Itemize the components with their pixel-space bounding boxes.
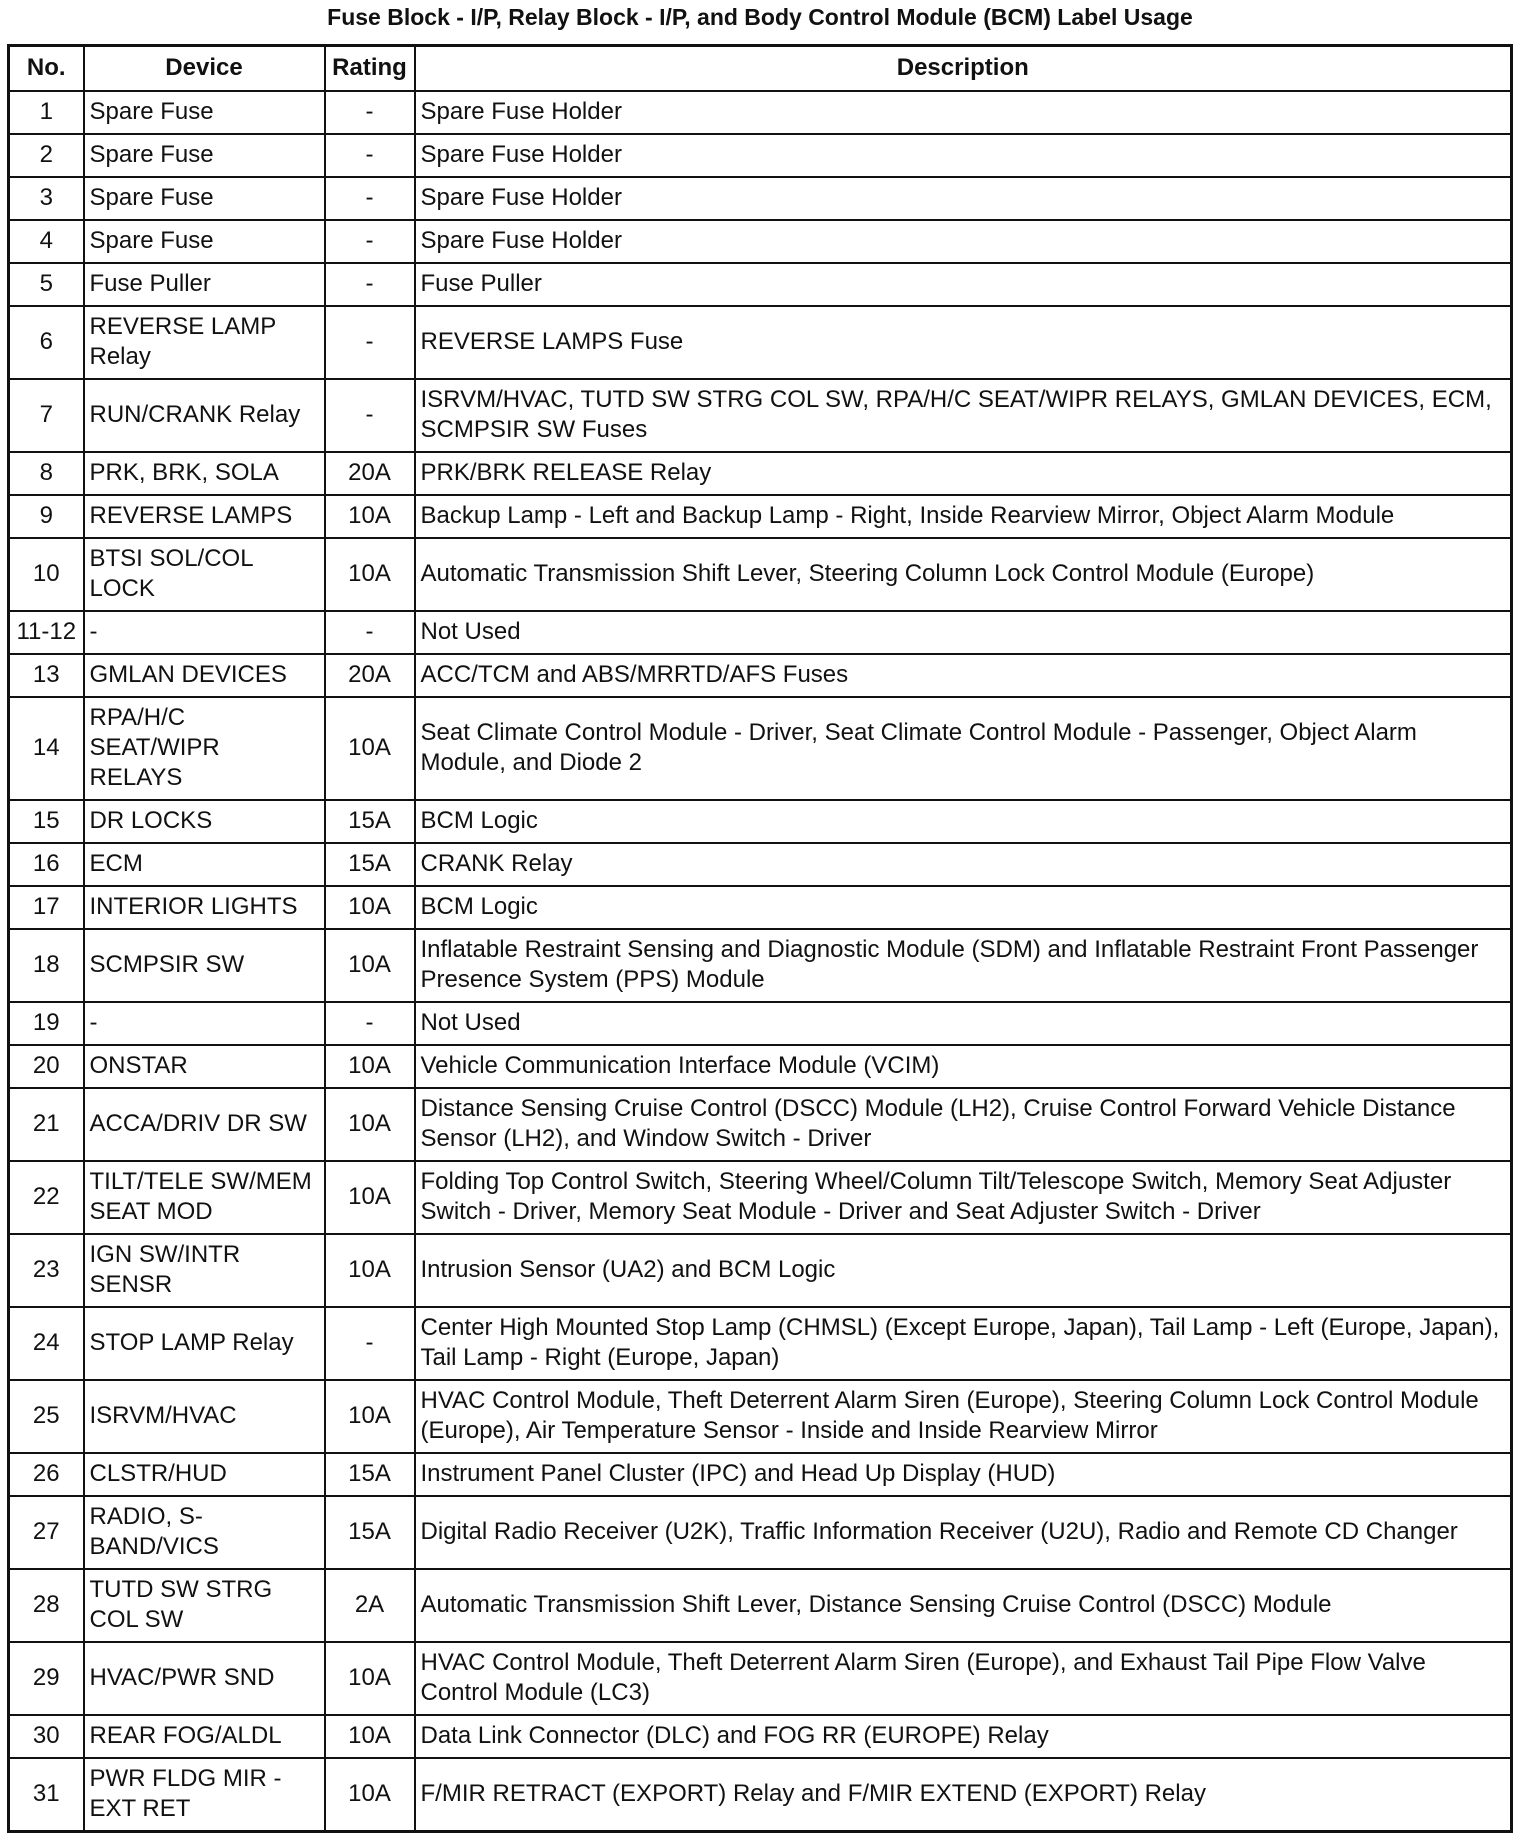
- cell-no: 7: [9, 379, 84, 452]
- cell-no: 1: [9, 91, 84, 134]
- cell-no: 23: [9, 1234, 84, 1307]
- cell-rating: 10A: [325, 495, 415, 538]
- cell-no: 10: [9, 538, 84, 611]
- cell-no: 14: [9, 697, 84, 800]
- table-row: [9, 91, 1512, 134]
- cell-rating: 10A: [325, 1088, 415, 1161]
- cell-rating: 10A: [325, 697, 415, 800]
- table-row: [9, 1088, 1512, 1161]
- cell-device: DR LOCKS: [84, 800, 325, 843]
- cell-device: -: [84, 1002, 325, 1045]
- table-row: [9, 843, 1512, 886]
- cell-device: ONSTAR: [84, 1045, 325, 1088]
- cell-device: SCMPSIR SW: [84, 929, 325, 1002]
- table-row: [9, 538, 1512, 611]
- table-row: [9, 1002, 1512, 1045]
- cell-description: Spare Fuse Holder: [415, 220, 1512, 263]
- cell-rating: -: [325, 306, 415, 379]
- cell-rating: -: [325, 1002, 415, 1045]
- fuse-label-table: [7, 44, 1513, 1833]
- cell-no: 9: [9, 495, 84, 538]
- table-row: [9, 1496, 1512, 1569]
- cell-rating: -: [325, 220, 415, 263]
- cell-no: 6: [9, 306, 84, 379]
- table-row: [9, 306, 1512, 379]
- cell-no: 31: [9, 1758, 84, 1832]
- cell-device: PWR FLDG MIR - EXT RET: [84, 1758, 325, 1832]
- table-row: [9, 263, 1512, 306]
- cell-no: 13: [9, 654, 84, 697]
- cell-rating: -: [325, 611, 415, 654]
- cell-rating: 20A: [325, 654, 415, 697]
- table-row: [9, 220, 1512, 263]
- cell-rating: 10A: [325, 929, 415, 1002]
- cell-no: 2: [9, 134, 84, 177]
- table-row: [9, 1161, 1512, 1234]
- table-row: [9, 177, 1512, 220]
- cell-rating: 10A: [325, 1045, 415, 1088]
- cell-rating: 10A: [325, 538, 415, 611]
- cell-device: REVERSE LAMP Relay: [84, 306, 325, 379]
- table-row: [9, 1380, 1512, 1453]
- cell-rating: 15A: [325, 843, 415, 886]
- cell-rating: 15A: [325, 1453, 415, 1496]
- cell-description: HVAC Control Module, Theft Deterrent Alarm Siren (Europe), Steering Column Lock Control Module (Europe), Air Temperature Sensor - Inside and Inside Rearview Mirror: [415, 1380, 1512, 1453]
- cell-description: F/MIR RETRACT (EXPORT) Relay and F/MIR EXTEND (EXPORT) Relay: [415, 1758, 1512, 1832]
- cell-no: 28: [9, 1569, 84, 1642]
- cell-description: Instrument Panel Cluster (IPC) and Head Up Display (HUD): [415, 1453, 1512, 1496]
- cell-device: RPA/H/C SEAT/WIPR RELAYS: [84, 697, 325, 800]
- cell-device: Spare Fuse: [84, 220, 325, 263]
- cell-description: Not Used: [415, 611, 1512, 654]
- cell-description: PRK/BRK RELEASE Relay: [415, 452, 1512, 495]
- cell-description: Spare Fuse Holder: [415, 134, 1512, 177]
- table-row: [9, 1453, 1512, 1496]
- cell-device: REVERSE LAMPS: [84, 495, 325, 538]
- cell-description: Folding Top Control Switch, Steering Wheel/Column Tilt/Telescope Switch, Memory Seat Adjuster Switch - Driver, Memory Seat Module - Driver and Seat Adjuster Switch - Driver: [415, 1161, 1512, 1234]
- cell-no: 29: [9, 1642, 84, 1715]
- table-row: [9, 379, 1512, 452]
- header-description: Description: [415, 46, 1512, 92]
- cell-no: 26: [9, 1453, 84, 1496]
- table-row: [9, 1307, 1512, 1380]
- cell-description: ACC/TCM and ABS/MRRTD/AFS Fuses: [415, 654, 1512, 697]
- page-title: Fuse Block - I/P, Relay Block - I/P, and Body Control Module (BCM) Label Usage: [327, 4, 1193, 30]
- cell-rating: 10A: [325, 1758, 415, 1832]
- cell-device: CLSTR/HUD: [84, 1453, 325, 1496]
- table-row: [9, 1045, 1512, 1088]
- cell-rating: 20A: [325, 452, 415, 495]
- header-rating: Rating: [325, 46, 415, 92]
- cell-description: REVERSE LAMPS Fuse: [415, 306, 1512, 379]
- cell-no: 20: [9, 1045, 84, 1088]
- cell-description: Not Used: [415, 1002, 1512, 1045]
- cell-description: Spare Fuse Holder: [415, 91, 1512, 134]
- cell-description: Spare Fuse Holder: [415, 177, 1512, 220]
- cell-no: 18: [9, 929, 84, 1002]
- cell-description: CRANK Relay: [415, 843, 1512, 886]
- cell-description: Center High Mounted Stop Lamp (CHMSL) (Except Europe, Japan), Tail Lamp - Left (Europe, Japan), Tail Lamp - Right (Europe, Japan): [415, 1307, 1512, 1380]
- table-row: [9, 1715, 1512, 1758]
- table-row: [9, 1569, 1512, 1642]
- cell-device: REAR FOG/ALDL: [84, 1715, 325, 1758]
- cell-rating: 10A: [325, 1234, 415, 1307]
- cell-rating: -: [325, 134, 415, 177]
- table-row: [9, 495, 1512, 538]
- cell-description: BCM Logic: [415, 800, 1512, 843]
- cell-device: ACCA/DRIV DR SW: [84, 1088, 325, 1161]
- cell-no: 17: [9, 886, 84, 929]
- cell-device: BTSI SOL/COL LOCK: [84, 538, 325, 611]
- cell-rating: -: [325, 91, 415, 134]
- cell-description: BCM Logic: [415, 886, 1512, 929]
- cell-device: STOP LAMP Relay: [84, 1307, 325, 1380]
- cell-rating: 15A: [325, 1496, 415, 1569]
- cell-device: -: [84, 611, 325, 654]
- table-row: [9, 654, 1512, 697]
- cell-device: Spare Fuse: [84, 134, 325, 177]
- cell-rating: 2A: [325, 1569, 415, 1642]
- cell-no: 22: [9, 1161, 84, 1234]
- cell-description: Distance Sensing Cruise Control (DSCC) Module (LH2), Cruise Control Forward Vehicle Distance Sensor (LH2), and Window Switch - Driver: [415, 1088, 1512, 1161]
- cell-no: 25: [9, 1380, 84, 1453]
- cell-device: RADIO, S-BAND/VICS: [84, 1496, 325, 1569]
- header-device: Device: [84, 46, 325, 92]
- cell-no: 8: [9, 452, 84, 495]
- cell-device: TILT/TELE SW/MEM SEAT MOD: [84, 1161, 325, 1234]
- cell-device: IGN SW/INTR SENSR: [84, 1234, 325, 1307]
- cell-rating: 10A: [325, 1642, 415, 1715]
- cell-device: TUTD SW STRG COL SW: [84, 1569, 325, 1642]
- cell-description: HVAC Control Module, Theft Deterrent Alarm Siren (Europe), and Exhaust Tail Pipe Flow Valve Control Module (LC3): [415, 1642, 1512, 1715]
- cell-device: Spare Fuse: [84, 177, 325, 220]
- cell-rating: -: [325, 177, 415, 220]
- cell-description: Automatic Transmission Shift Lever, Distance Sensing Cruise Control (DSCC) Module: [415, 1569, 1512, 1642]
- cell-device: Spare Fuse: [84, 91, 325, 134]
- table-row: [9, 1758, 1512, 1832]
- cell-device: INTERIOR LIGHTS: [84, 886, 325, 929]
- cell-rating: 10A: [325, 1380, 415, 1453]
- table-row: [9, 800, 1512, 843]
- table-header-row: [9, 46, 1512, 92]
- cell-no: 30: [9, 1715, 84, 1758]
- cell-rating: 15A: [325, 800, 415, 843]
- cell-description: Data Link Connector (DLC) and FOG RR (EUROPE) Relay: [415, 1715, 1512, 1758]
- table-row: [9, 1642, 1512, 1715]
- cell-description: Intrusion Sensor (UA2) and BCM Logic: [415, 1234, 1512, 1307]
- table-row: [9, 611, 1512, 654]
- cell-description: ISRVM/HVAC, TUTD SW STRG COL SW, RPA/H/C SEAT/WIPR RELAYS, GMLAN DEVICES, ECM, SCMPSIR SW Fuses: [415, 379, 1512, 452]
- cell-description: Vehicle Communication Interface Module (VCIM): [415, 1045, 1512, 1088]
- cell-description: Inflatable Restraint Sensing and Diagnostic Module (SDM) and Inflatable Restraint Front Passenger Presence System (PPS) Module: [415, 929, 1512, 1002]
- cell-no: 4: [9, 220, 84, 263]
- cell-device: HVAC/PWR SND: [84, 1642, 325, 1715]
- cell-no: 24: [9, 1307, 84, 1380]
- table-row: [9, 452, 1512, 495]
- cell-no: 5: [9, 263, 84, 306]
- cell-description: Backup Lamp - Left and Backup Lamp - Right, Inside Rearview Mirror, Object Alarm Module: [415, 495, 1512, 538]
- cell-no: 15: [9, 800, 84, 843]
- table-row: [9, 134, 1512, 177]
- cell-rating: 10A: [325, 886, 415, 929]
- cell-no: 11-12: [9, 611, 84, 654]
- cell-description: Fuse Puller: [415, 263, 1512, 306]
- cell-device: ISRVM/HVAC: [84, 1380, 325, 1453]
- cell-no: 16: [9, 843, 84, 886]
- cell-no: 3: [9, 177, 84, 220]
- cell-device: GMLAN DEVICES: [84, 654, 325, 697]
- cell-description: Seat Climate Control Module - Driver, Seat Climate Control Module - Passenger, Object Alarm Module, and Diode 2: [415, 697, 1512, 800]
- cell-description: Automatic Transmission Shift Lever, Steering Column Lock Control Module (Europe): [415, 538, 1512, 611]
- table-row: [9, 1234, 1512, 1307]
- table-row: [9, 697, 1512, 800]
- cell-rating: -: [325, 263, 415, 306]
- cell-no: 27: [9, 1496, 84, 1569]
- header-no: No.: [9, 46, 84, 92]
- cell-no: 19: [9, 1002, 84, 1045]
- table-row: [9, 886, 1512, 929]
- cell-device: Fuse Puller: [84, 263, 325, 306]
- cell-no: 21: [9, 1088, 84, 1161]
- table-row: [9, 929, 1512, 1002]
- cell-device: ECM: [84, 843, 325, 886]
- cell-rating: -: [325, 1307, 415, 1380]
- cell-device: RUN/CRANK Relay: [84, 379, 325, 452]
- cell-description: Digital Radio Receiver (U2K), Traffic Information Receiver (U2U), Radio and Remote CD Changer: [415, 1496, 1512, 1569]
- cell-device: PRK, BRK, SOLA: [84, 452, 325, 495]
- cell-rating: -: [325, 379, 415, 452]
- cell-rating: 10A: [325, 1715, 415, 1758]
- cell-rating: 10A: [325, 1161, 415, 1234]
